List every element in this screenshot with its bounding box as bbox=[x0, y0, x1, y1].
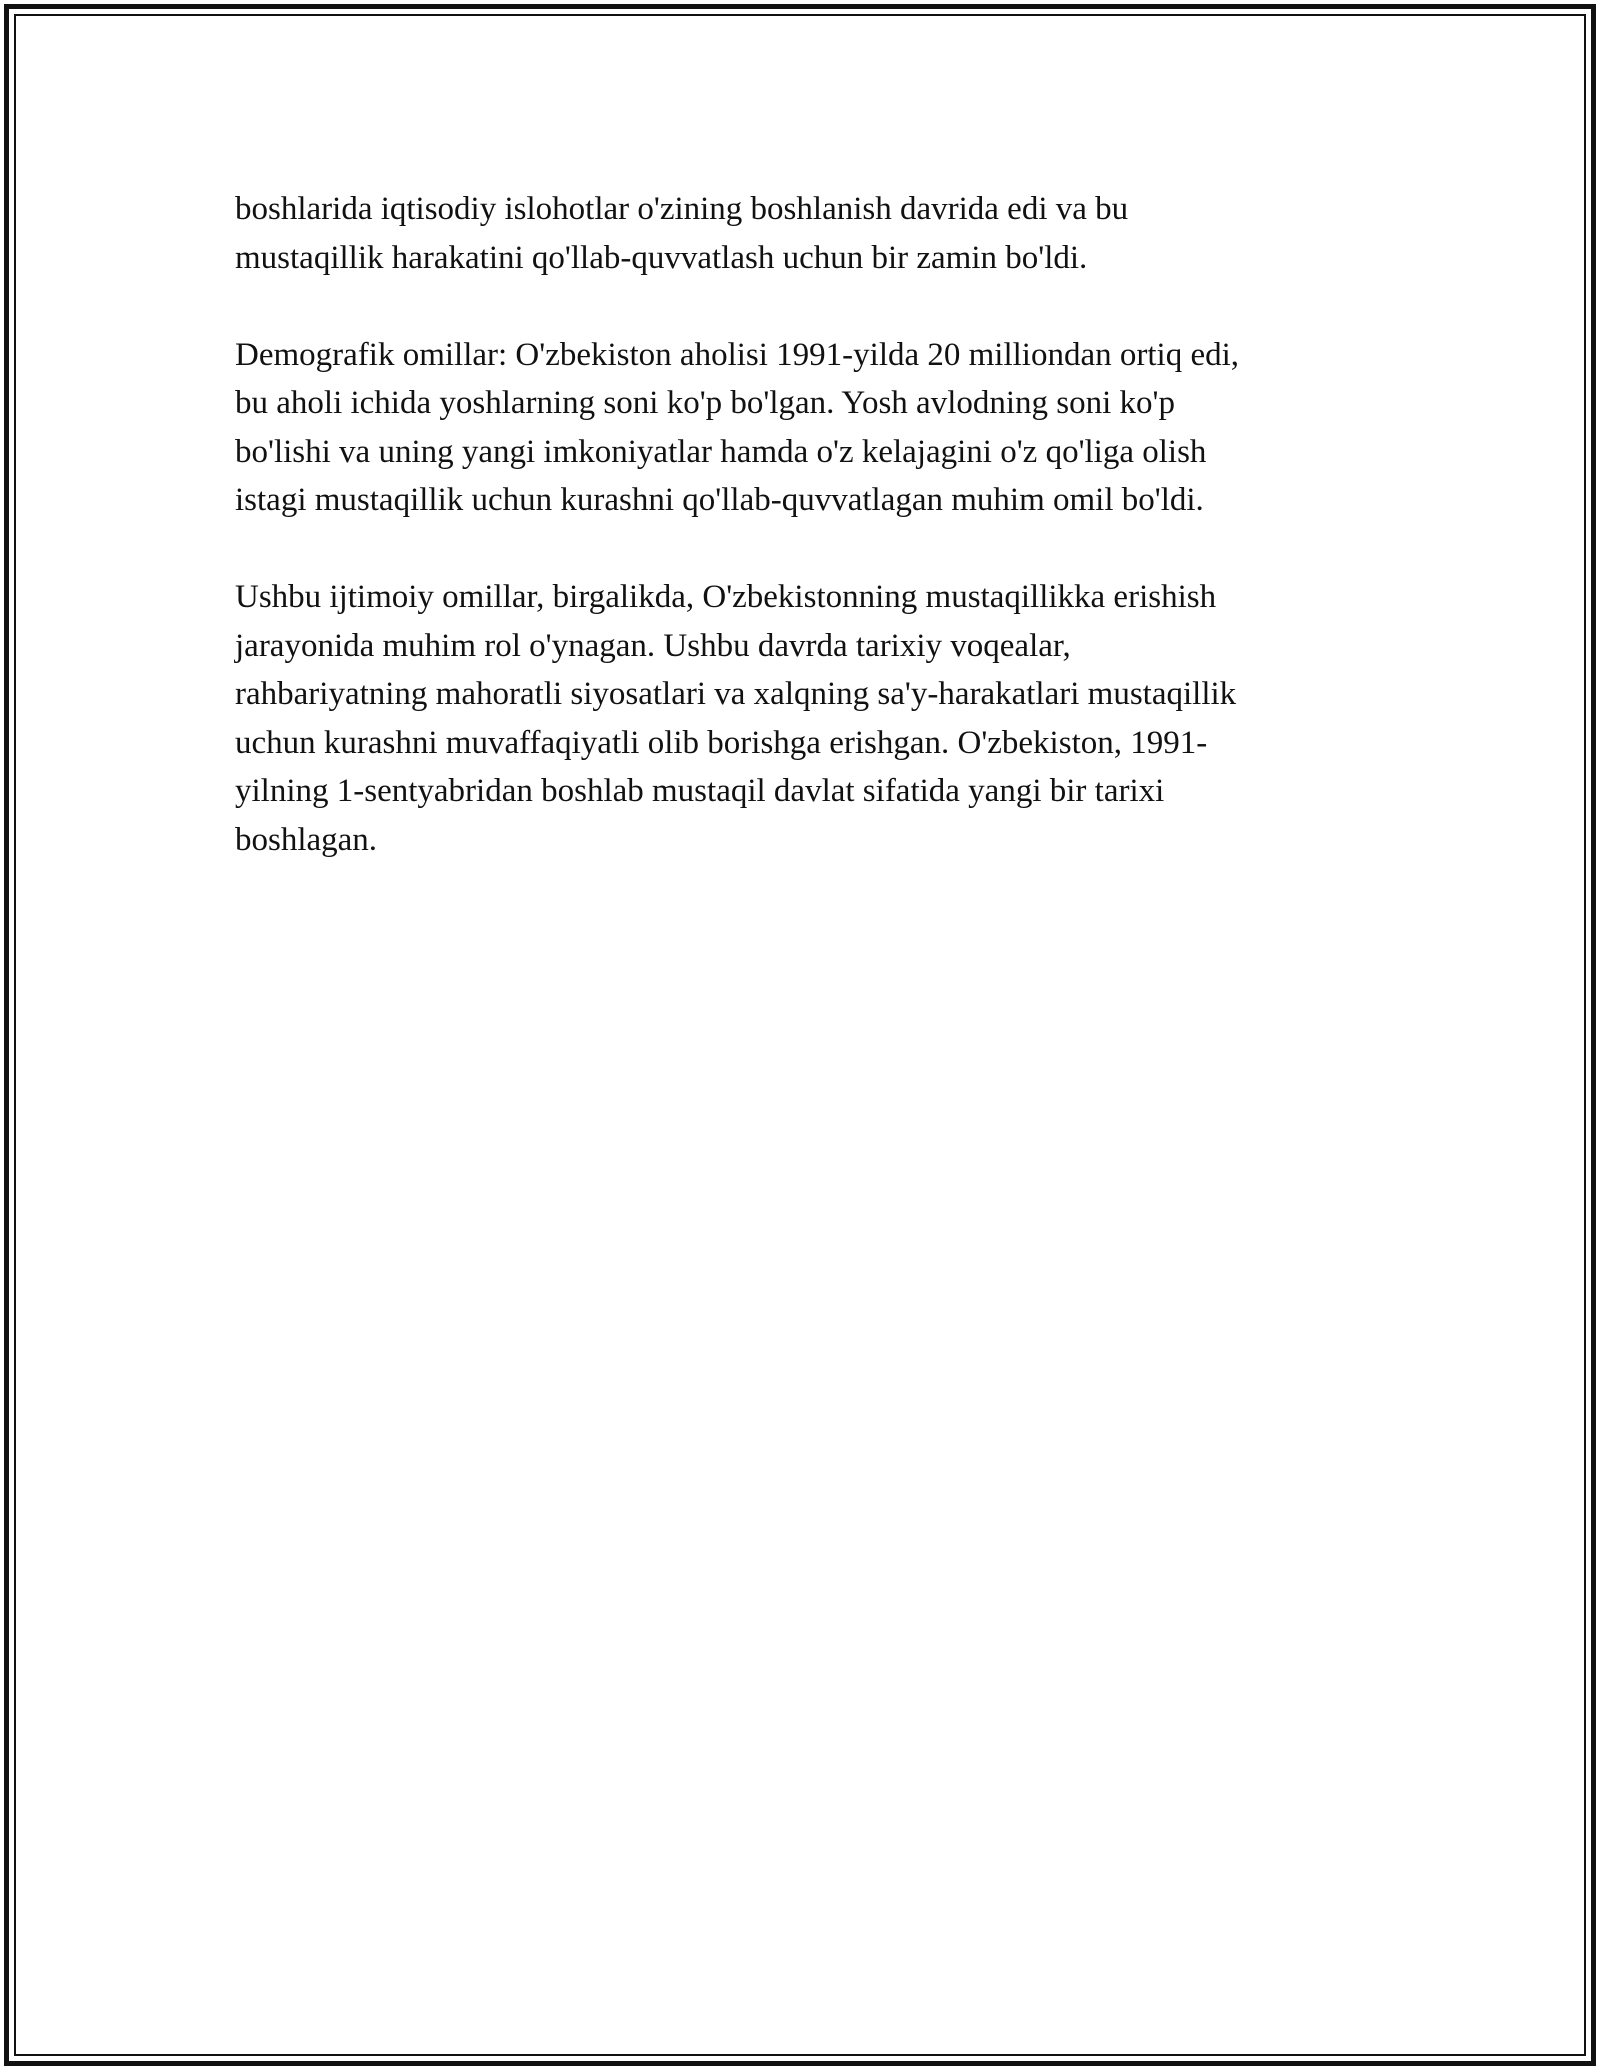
text-line: uchun kurashni muvaffaqiyatli olib borishga erishgan. O'zbekiston, 1991- bbox=[235, 724, 1208, 761]
text-line: bo'lishi va uning yangi imkoniyatlar hamda o'z kelajagini o'z qo'liga olish bbox=[235, 433, 1207, 470]
text-line: bu aholi ichida yoshlarning soni ko'p bo'lgan. Yosh avlodning soni ko'p bbox=[235, 385, 1175, 421]
paragraph-demographic-factors bbox=[235, 331, 1365, 525]
text-line: mustaqillik harakatini qo'llab-quvvatlash uchun bir zamin bo'ldi. bbox=[235, 239, 1088, 276]
text-line: Demografik omillar: O'zbekiston aholisi 1991-yilda 20 milliondan ortiq edi, bbox=[235, 336, 1240, 373]
text-line: rahbariyatning mahoratli siyosatlari va xalqning sa'y-harakatlari mustaqillik bbox=[235, 676, 1237, 712]
text-line: Ushbu ijtimoiy omillar, birgalikda, O'zbekistonning mustaqillikka erishish bbox=[235, 579, 1217, 615]
text-line: jarayonida muhim rol o'ynagan. Ushbu davrda tarixiy voqealar, bbox=[235, 627, 1071, 664]
text-line: yilning 1-sentyabridan boshlab mustaqil davlat sifatida yangi bir tarixi bbox=[235, 773, 1165, 809]
paragraph-economic-conclusion bbox=[235, 185, 1365, 282]
paragraph-social-factors-summary bbox=[235, 573, 1365, 864]
text-line: boshlagan. bbox=[235, 821, 378, 858]
text-line: istagi mustaqillik uchun kurashni qo'llab-quvvatlagan muhim omil bo'ldi. bbox=[235, 482, 1204, 518]
text-line: boshlarida iqtisodiy islohotlar o'zining boshlanish davrida edi va bu bbox=[235, 191, 1129, 227]
document-body bbox=[235, 185, 1365, 913]
